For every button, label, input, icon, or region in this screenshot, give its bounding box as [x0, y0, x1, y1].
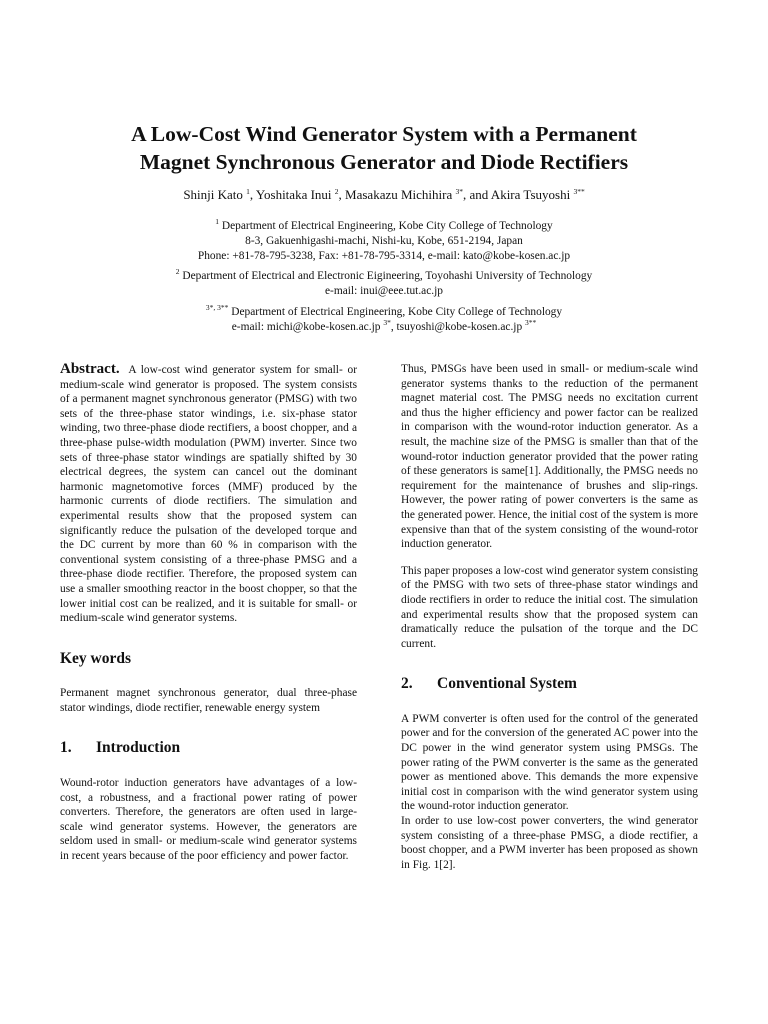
keywords-heading: Key words [60, 649, 132, 667]
section-2-number: 2. [401, 675, 413, 693]
affiliation-2 [40, 269, 728, 299]
affiliation-3-email-2: , tsuyoshi@kobe-kosen.ac.jp [390, 321, 523, 333]
section-1-paragraph-1: Wound-rotor induction generators have advantages of a low-cost, a robustness, and a fractional power rating of power converters. Therefore, the generators are often used in large-scale wind generator systems. However, the generators are seldom used in small- or medium-scale wind generator systems in recent years because of the poor efficiency and power factor. [60, 777, 357, 863]
author-tsuyoshi-mark: 3** [573, 187, 585, 196]
left-column [60, 362, 357, 864]
affiliation-2-line-1: Department of Electrical and Electronic Eigineering, Toyohashi University of Technology [182, 270, 593, 282]
abstract-text: A low-cost wind generator system for small- or medium-scale wind generator is proposed. The system consists of a permanent magnet synchronous generator (PMSG) with two sets of the three-phase stator windings, i.e. six-phase stator winding, two three-phase diode rectifiers, a boost chopper, and a three-phase pulse-width modulation (PWM) inverter. Since two sets of three-phase stator windings are spatially shifted by 30 electrical degrees, the system can cancel out the dominant harmonic magnetomotive forces (MMF) produced by the harmonic currents of diode rectifiers. The simulation and experimental results show that the proposed system can significantly reduce the pulsation of the developed torque and the DC current by more than 60 % in comparison with the conventional system consisting of a three-phase PMSG and a three-phase diode rectifier. Therefore, the proposed system can use a smaller smoothing reactor in the boost chopper, so that the lower initial cost can be realized, and it is suitable for small- or medium-scale wind generator systems. [60, 364, 357, 625]
section-2-title: Conventional System [437, 675, 577, 693]
abstract-heading: Abstract. [60, 361, 120, 377]
section-2-heading [401, 677, 698, 692]
section-1-number: 1. [60, 739, 72, 757]
section-2-paragraph-2: In order to use low-cost power converters, the wind generator system consisting of a three-phase PMSG, a diode rectifier, a boost chopper, and a PWM inverter has been proposed as shown in Fig. 1[2]. [401, 815, 698, 871]
author-inui: , Yoshitaka Inui [249, 187, 332, 202]
author-kato: Shinji Kato [183, 187, 243, 202]
affiliation-3-mark: 3*, 3** [205, 303, 229, 312]
title-line-1: A Low-Cost Wind Generator System with a Permanent [131, 122, 637, 146]
section-2-paragraph-1: A PWM converter is often used for the control of the generated power and for the conversion of the generated AC power into the DC power in the wind generator system using PMSGs. The power rating of the PWM converter is the same as the generated power as mentioned above. This demands the more expensive initial cost in comparison with the wind generator system using the wound-rotor induction generator. [401, 712, 698, 813]
author-list [40, 186, 728, 204]
author-inui-mark: 2 [334, 187, 339, 196]
author-kato-mark: 1 [246, 187, 250, 196]
section-1-paragraph-3: This paper proposes a low-cost wind generator system consisting of the PMSG with two sets of three-phase stator windings and diode rectifiers in order to reduce the initial cost. The simulation and experimental results show that the proposed system can dramatically reduce the pulsation of the torque and the DC current. [401, 564, 698, 650]
affiliation-1-line-2: 8-3, Gakuenhigashi-machi, Nishi-ku, Kobe, 651-2194, Japan [245, 235, 523, 247]
abstract [60, 362, 357, 626]
affiliation-3-line-1: Department of Electrical Engineering, Kobe City College of Technology [231, 306, 563, 318]
author-michihira-mark: 3* [455, 187, 463, 196]
section-1-heading [60, 741, 357, 756]
affiliation-3-email-1-mark: 3* [383, 318, 391, 327]
affiliation-1-line-1: Department of Electrical Engineering, Kobe City College of Technology [221, 220, 553, 232]
keywords-text: Permanent magnet synchronous generator, dual three-phase stator windings, diode rectifier, renewable energy system [60, 687, 357, 714]
affiliation-1-mark: 1 [215, 217, 220, 226]
affiliation-2-line-2: e-mail: inui@eee.tut.ac.jp [324, 285, 444, 297]
right-column [401, 362, 698, 872]
title-line-2: Magnet Synchronous Generator and Diode Rectifiers [139, 150, 629, 174]
section-1-title: Introduction [96, 739, 181, 757]
affiliation-3 [40, 305, 728, 335]
affiliation-3-email-2-mark: 3** [525, 318, 537, 327]
paper-title [40, 120, 728, 176]
section-1-paragraph-2: Thus, PMSGs have been used in small- or medium-scale wind generator systems thanks to the reduction of the permanent magnet material cost. The PMSG needs no excitation current and thus the higher efficiency and power factor can be realized in comparison with the wound-rotor induction generator. As a result, the machine size of the PMSG is smaller than that of the wound-rotor induction generator provided that the power rating of these generators is same[1]. Additionally, the PMSG needs no requirement for the maintenance of brushes and slip-rings. However, the power rating of power converters is the same as the generated power. Hence, the initial cost of the system is more expensive than that of the system consisting of the wound-rotor induction generator. [401, 363, 699, 551]
author-tsuyoshi: , and Akira Tsuyoshi [463, 187, 571, 202]
affiliation-1-line-3: Phone: +81-78-795-3238, Fax: +81-78-795-3314, e-mail: kato@kobe-kosen.ac.jp [197, 250, 571, 262]
affiliation-3-email-1: e-mail: michi@kobe-kosen.ac.jp [231, 321, 381, 333]
author-michihira: , Masakazu Michihira [338, 187, 453, 202]
affiliation-2-mark: 2 [175, 267, 180, 276]
affiliation-1 [40, 219, 728, 264]
